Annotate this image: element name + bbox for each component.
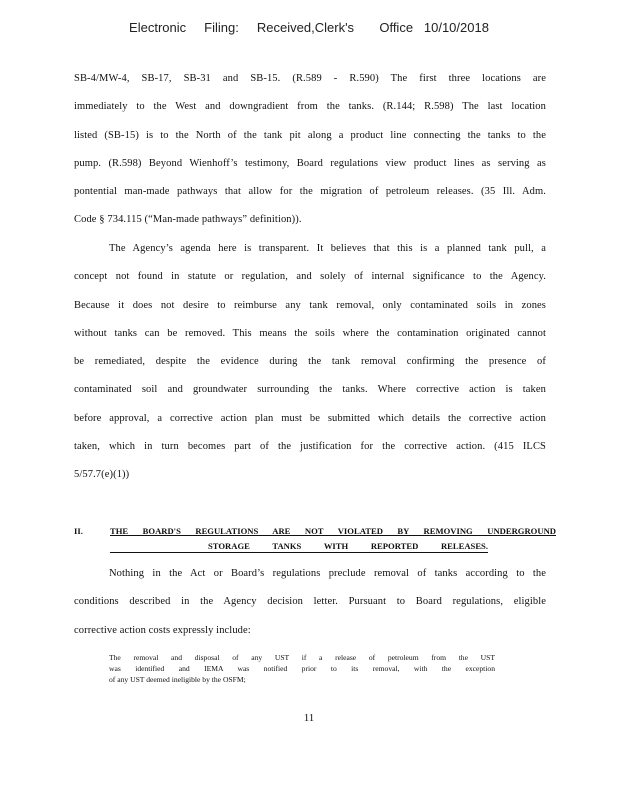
- text-line: Code § 734.115 (“Man-made pathways” definition)).: [74, 214, 302, 226]
- section-heading-line-1: THE BOARD'S REGULATIONS ARE NOT VIOLATED BY REMOVING UNDERGROUND: [110, 526, 556, 536]
- page-number: 11: [303, 712, 315, 724]
- quote-line: The removal and disposal of any UST if a release of petroleum from the UST: [109, 653, 495, 662]
- text-line: conditions described in the Agency decision letter. Pursuant to Board regulations, eligible: [74, 596, 546, 608]
- text-line: The Agency’s agenda here is transparent. It believes that this is a planned tank pull, a: [109, 243, 546, 254]
- text-line: immediately to the West and downgradient from the tanks. (R.144; R.598) The last location: [74, 101, 546, 113]
- text-line: without tanks can be removed. This means the soils where the contamination originated cannot: [74, 327, 546, 339]
- text-line: contaminated soil and groundwater surrounding the tanks. Where corrective action is taken: [74, 384, 546, 396]
- text-line: 5/57.7(e)(1)): [74, 469, 130, 481]
- text-line: be remediated, despite the evidence during the tank removal confirming the presence of: [74, 356, 546, 368]
- block-quote: [109, 653, 495, 687]
- paragraph-2: [74, 243, 546, 498]
- text-line: listed (SB-15) is to the North of the tank pit along a product line connecting the tanks to the: [74, 129, 546, 141]
- section-heading-line-2: STORAGE TANKS WITH REPORTED RELEASES.: [110, 541, 488, 553]
- text-line: before approval, a corrective action plan must be submitted which details the corrective action: [74, 412, 546, 424]
- paragraph-3: [74, 568, 546, 653]
- text-line: SB-4/MW-4, SB-17, SB-31 and SB-15. (R.589 - R.590) The first three locations are: [74, 73, 546, 84]
- text-line: taken, which in turn becomes part of the justification for the corrective action. (415 ILCS: [74, 441, 546, 453]
- text-line: Because it does not desire to reimburse any tank removal, only contaminated soils in zones: [74, 299, 546, 311]
- quote-line: was identified and IEMA was notified prior to its removal, with the exception: [109, 664, 495, 674]
- section-number: II.: [74, 526, 83, 536]
- quote-line: of any UST deemed ineligible by the OSFM;: [109, 675, 246, 685]
- paragraph-1: [74, 73, 546, 243]
- electronic-filing-header: Electronic Filing: Received,Clerk's Office 10/10/2018: [129, 20, 489, 35]
- text-line: pontential man-made pathways that allow for the migration of petroleum releases. (35 Ill. Adm.: [74, 186, 546, 198]
- text-line: Nothing in the Act or Board’s regulations preclude removal of tanks according to the: [109, 568, 546, 579]
- text-line: pump. (R.598) Beyond Wienhoff’s testimony, Board regulations view product lines as serving as: [74, 157, 546, 169]
- text-line: concept not found in statute or regulation, and solely of internal significance to the Agency.: [74, 271, 546, 283]
- text-line: corrective action costs expressly include:: [74, 624, 251, 636]
